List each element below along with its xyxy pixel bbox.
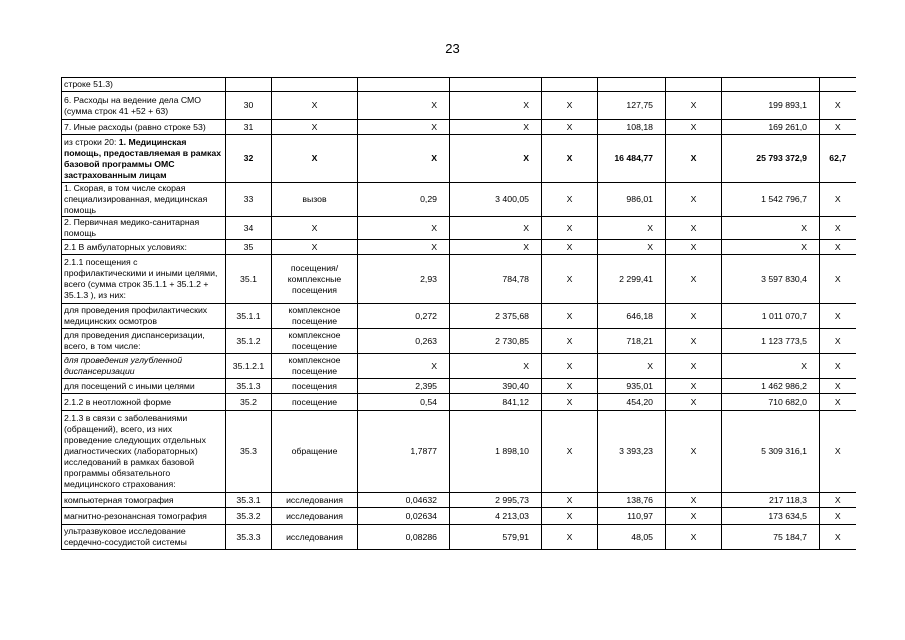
cell-cost: Х — [450, 217, 542, 240]
cell-c6: Х — [542, 354, 598, 379]
cell-c6: Х — [542, 379, 598, 394]
cell-norm: Х — [358, 120, 450, 135]
cell-c9: 1 462 986,2 — [722, 379, 820, 394]
cell-unit: комплексное посещение — [272, 304, 358, 329]
table-row — [62, 508, 856, 525]
cell-unit: обращение — [272, 411, 358, 493]
cell-c9: Х — [722, 354, 820, 379]
cell-c10: Х — [820, 92, 856, 120]
cell-c9: 169 261,0 — [722, 120, 820, 135]
cell-c10: Х — [820, 304, 856, 329]
cell-c10 — [820, 78, 856, 92]
cell-c10: Х — [820, 120, 856, 135]
row-name — [62, 92, 226, 120]
row-name — [62, 411, 226, 493]
cell-c9: 3 597 830,4 — [722, 255, 820, 304]
cell-code: 35.3.1 — [226, 493, 272, 508]
table-row — [62, 120, 856, 135]
cell-c6: Х — [542, 525, 598, 550]
row-name-text: 2.1.2 в неотложной форме — [64, 396, 172, 407]
cell-cost: Х — [450, 120, 542, 135]
cell-c7: 646,18 — [598, 304, 666, 329]
cell-c10: Х — [820, 493, 856, 508]
cell-code — [226, 78, 272, 92]
cell-unit: исследования — [272, 493, 358, 508]
row-name-text: для проведения углубленной диспансеризации — [64, 355, 183, 376]
cell-c7: Х — [598, 354, 666, 379]
cell-unit: Х — [272, 92, 358, 120]
cell-unit: посещения/ комплексные посещения — [272, 255, 358, 304]
cell-code: 35.2 — [226, 394, 272, 411]
cell-c10: Х — [820, 183, 856, 217]
cell-code: 34 — [226, 217, 272, 240]
row-name-text: для посещений с иными целями — [64, 380, 195, 391]
cell-c10: Х — [820, 508, 856, 525]
cell-c10: Х — [820, 217, 856, 240]
cell-code: 35.1 — [226, 255, 272, 304]
cell-code: 35.3.3 — [226, 525, 272, 550]
cell-c6: Х — [542, 135, 598, 183]
cell-norm: 0,04632 — [358, 493, 450, 508]
cell-c9: 5 309 316,1 — [722, 411, 820, 493]
page-number: 23 — [445, 41, 460, 56]
cell-c7: 16 484,77 — [598, 135, 666, 183]
cell-unit: комплексное посещение — [272, 329, 358, 354]
row-name-text: строке 51.3) — [64, 79, 113, 89]
table-row — [62, 394, 856, 411]
cell-c6: Х — [542, 217, 598, 240]
cell-c6: Х — [542, 411, 598, 493]
cell-code: 35.3.2 — [226, 508, 272, 525]
table-row — [62, 493, 856, 508]
row-name-text: 2.1.3 в связи с заболеваниями (обращений), всего, из них проведение следующих отдельных диагностических (лабораторных) исследований в рамках базовой программы обязательного медицинского страхования: — [64, 413, 206, 489]
cell-c7: 986,01 — [598, 183, 666, 217]
cell-c8: Х — [666, 304, 722, 329]
row-name-text: 2. Первичная медико-санитарная помощь — [64, 217, 200, 238]
row-name — [62, 135, 226, 183]
cell-unit: Х — [272, 240, 358, 255]
cell-norm: Х — [358, 217, 450, 240]
cell-norm: 0,272 — [358, 304, 450, 329]
cell-c6: Х — [542, 304, 598, 329]
cell-norm: Х — [358, 135, 450, 183]
cell-c7: 935,01 — [598, 379, 666, 394]
row-name — [62, 379, 226, 394]
financing-table — [61, 77, 856, 550]
cell-norm: Х — [358, 92, 450, 120]
table-row — [62, 92, 856, 120]
cell-c8: Х — [666, 120, 722, 135]
cell-c9: 25 793 372,9 — [722, 135, 820, 183]
cell-unit: вызов — [272, 183, 358, 217]
cell-c7 — [598, 78, 666, 92]
cell-cost: 1 898,10 — [450, 411, 542, 493]
cell-c8: Х — [666, 379, 722, 394]
row-name-text: магнитно-резонансная томография — [64, 510, 207, 521]
cell-c6: Х — [542, 493, 598, 508]
table-row — [62, 304, 856, 329]
cell-c8: Х — [666, 217, 722, 240]
cell-c7: 2 299,41 — [598, 255, 666, 304]
cell-c9: 75 184,7 — [722, 525, 820, 550]
row-name-prefix: из строки 20: — [64, 136, 119, 147]
cell-c10: Х — [820, 240, 856, 255]
row-name-text: 7. Иные расходы (равно строке 53) — [64, 121, 206, 132]
cell-c10: Х — [820, 329, 856, 354]
cell-c7: 454,20 — [598, 394, 666, 411]
cell-c8: Х — [666, 354, 722, 379]
table-row — [62, 78, 856, 92]
cell-c9: 1 123 773,5 — [722, 329, 820, 354]
row-name-text: ультразвуковое исследование сердечно-сосудистой системы — [64, 526, 187, 547]
table-row — [62, 183, 856, 217]
cell-c9: 1 542 796,7 — [722, 183, 820, 217]
cell-cost: 390,40 — [450, 379, 542, 394]
cell-code: 35.1.1 — [226, 304, 272, 329]
cell-code: 35.1.3 — [226, 379, 272, 394]
cell-norm — [358, 78, 450, 92]
table-row — [62, 135, 856, 183]
table-row — [62, 240, 856, 255]
cell-c9: Х — [722, 217, 820, 240]
cell-c9 — [722, 78, 820, 92]
cell-unit: Х — [272, 135, 358, 183]
cell-c9: 1 011 070,7 — [722, 304, 820, 329]
row-name-text: 2.1 В амбулаторных условиях: — [64, 241, 187, 252]
cell-c7: 127,75 — [598, 92, 666, 120]
cell-c6: Х — [542, 394, 598, 411]
table-row — [62, 354, 856, 379]
table-row — [62, 379, 856, 394]
cell-norm: Х — [358, 354, 450, 379]
cell-unit — [272, 78, 358, 92]
table-row — [62, 525, 856, 550]
cell-c7: Х — [598, 217, 666, 240]
cell-c7: 138,76 — [598, 493, 666, 508]
cell-c8: Х — [666, 183, 722, 217]
cell-cost: 2 375,68 — [450, 304, 542, 329]
cell-c10: Х — [820, 394, 856, 411]
cell-c9: 217 118,3 — [722, 493, 820, 508]
cell-c8: Х — [666, 92, 722, 120]
row-name — [62, 217, 226, 240]
cell-cost: Х — [450, 92, 542, 120]
row-name — [62, 508, 226, 525]
row-name — [62, 354, 226, 379]
cell-cost: 4 213,03 — [450, 508, 542, 525]
cell-c8: Х — [666, 135, 722, 183]
cell-c6: Х — [542, 183, 598, 217]
row-name-text: 1. Медицинская помощь, предоставляемая в рамках базовой программы ОМС застрахованным лицам — [64, 136, 222, 180]
row-name-text: для проведения диспансеризации, всего, в том числе: — [64, 330, 205, 351]
row-name-text: компьютерная томография — [64, 494, 174, 505]
cell-norm: 0,54 — [358, 394, 450, 411]
cell-c8: Х — [666, 411, 722, 493]
table-row — [62, 329, 856, 354]
table-row — [62, 255, 856, 304]
cell-code: 31 — [226, 120, 272, 135]
cell-code: 35.1.2 — [226, 329, 272, 354]
table-row — [62, 411, 856, 493]
cell-c10: Х — [820, 411, 856, 493]
cell-unit: исследования — [272, 508, 358, 525]
row-name — [62, 304, 226, 329]
cell-norm: Х — [358, 240, 450, 255]
cell-cost: 3 400,05 — [450, 183, 542, 217]
cell-cost: 841,12 — [450, 394, 542, 411]
row-name — [62, 329, 226, 354]
cell-c7: 110,97 — [598, 508, 666, 525]
row-name — [62, 183, 226, 217]
cell-c10: Х — [820, 354, 856, 379]
cell-code: 35 — [226, 240, 272, 255]
cell-c8: Х — [666, 255, 722, 304]
cell-cost: Х — [450, 240, 542, 255]
row-name-text: для проведения профилактических медицинских осмотров — [64, 305, 208, 326]
cell-unit: исследования — [272, 525, 358, 550]
cell-code: 33 — [226, 183, 272, 217]
cell-cost: Х — [450, 354, 542, 379]
cell-norm: 2,93 — [358, 255, 450, 304]
cell-unit: Х — [272, 120, 358, 135]
row-name — [62, 493, 226, 508]
cell-unit: Х — [272, 217, 358, 240]
cell-c7: 718,21 — [598, 329, 666, 354]
cell-c10: Х — [820, 379, 856, 394]
row-name-text: 2.1.1 посещения с профилактическими и иными целями, всего (сумма строк 35.1.1 + 35.1.2 + 35.1.3 ), из них: — [64, 257, 218, 300]
cell-norm: 2,395 — [358, 379, 450, 394]
row-name — [62, 78, 226, 92]
cell-c8: Х — [666, 525, 722, 550]
cell-c6: Х — [542, 329, 598, 354]
cell-cost: 2 730,85 — [450, 329, 542, 354]
cell-c9: 710 682,0 — [722, 394, 820, 411]
cell-c10: Х — [820, 525, 856, 550]
cell-code: 30 — [226, 92, 272, 120]
row-name — [62, 120, 226, 135]
cell-norm: 0,29 — [358, 183, 450, 217]
cell-c6: Х — [542, 240, 598, 255]
cell-code: 35.3 — [226, 411, 272, 493]
cell-c7: Х — [598, 240, 666, 255]
cell-unit: комплексное посещение — [272, 354, 358, 379]
row-name — [62, 255, 226, 304]
table-row — [62, 217, 856, 240]
cell-c6: Х — [542, 255, 598, 304]
cell-c8 — [666, 78, 722, 92]
cell-c9: 199 893,1 — [722, 92, 820, 120]
cell-code: 35.1.2.1 — [226, 354, 272, 379]
cell-cost: 784,78 — [450, 255, 542, 304]
cell-c6: Х — [542, 92, 598, 120]
cell-c8: Х — [666, 329, 722, 354]
cell-c8: Х — [666, 493, 722, 508]
cell-code: 32 — [226, 135, 272, 183]
cell-c7: 108,18 — [598, 120, 666, 135]
cell-c8: Х — [666, 508, 722, 525]
row-name-text: 1. Скорая, в том числе скорая специализированная, медицинская помощь — [64, 183, 208, 215]
cell-unit: посещение — [272, 394, 358, 411]
cell-c9: 173 634,5 — [722, 508, 820, 525]
cell-c10: 62,7 — [820, 135, 856, 183]
row-name-text: 6. Расходы на ведение дела СМО (сумма строк 41 +52 + 63) — [64, 94, 202, 116]
cell-norm: 0,08286 — [358, 525, 450, 550]
cell-c6 — [542, 78, 598, 92]
cell-c10: Х — [820, 255, 856, 304]
row-name — [62, 525, 226, 550]
cell-cost — [450, 78, 542, 92]
cell-c9: Х — [722, 240, 820, 255]
row-name — [62, 394, 226, 411]
cell-c6: Х — [542, 508, 598, 525]
cell-c8: Х — [666, 394, 722, 411]
cell-unit: посещения — [272, 379, 358, 394]
cell-norm: 0,02634 — [358, 508, 450, 525]
cell-cost: 579,91 — [450, 525, 542, 550]
cell-norm: 0,263 — [358, 329, 450, 354]
cell-c6: Х — [542, 120, 598, 135]
row-name — [62, 240, 226, 255]
cell-c8: Х — [666, 240, 722, 255]
cell-cost: 2 995,73 — [450, 493, 542, 508]
cell-norm: 1,7877 — [358, 411, 450, 493]
cell-c7: 48,05 — [598, 525, 666, 550]
cell-cost: Х — [450, 135, 542, 183]
cell-c7: 3 393,23 — [598, 411, 666, 493]
